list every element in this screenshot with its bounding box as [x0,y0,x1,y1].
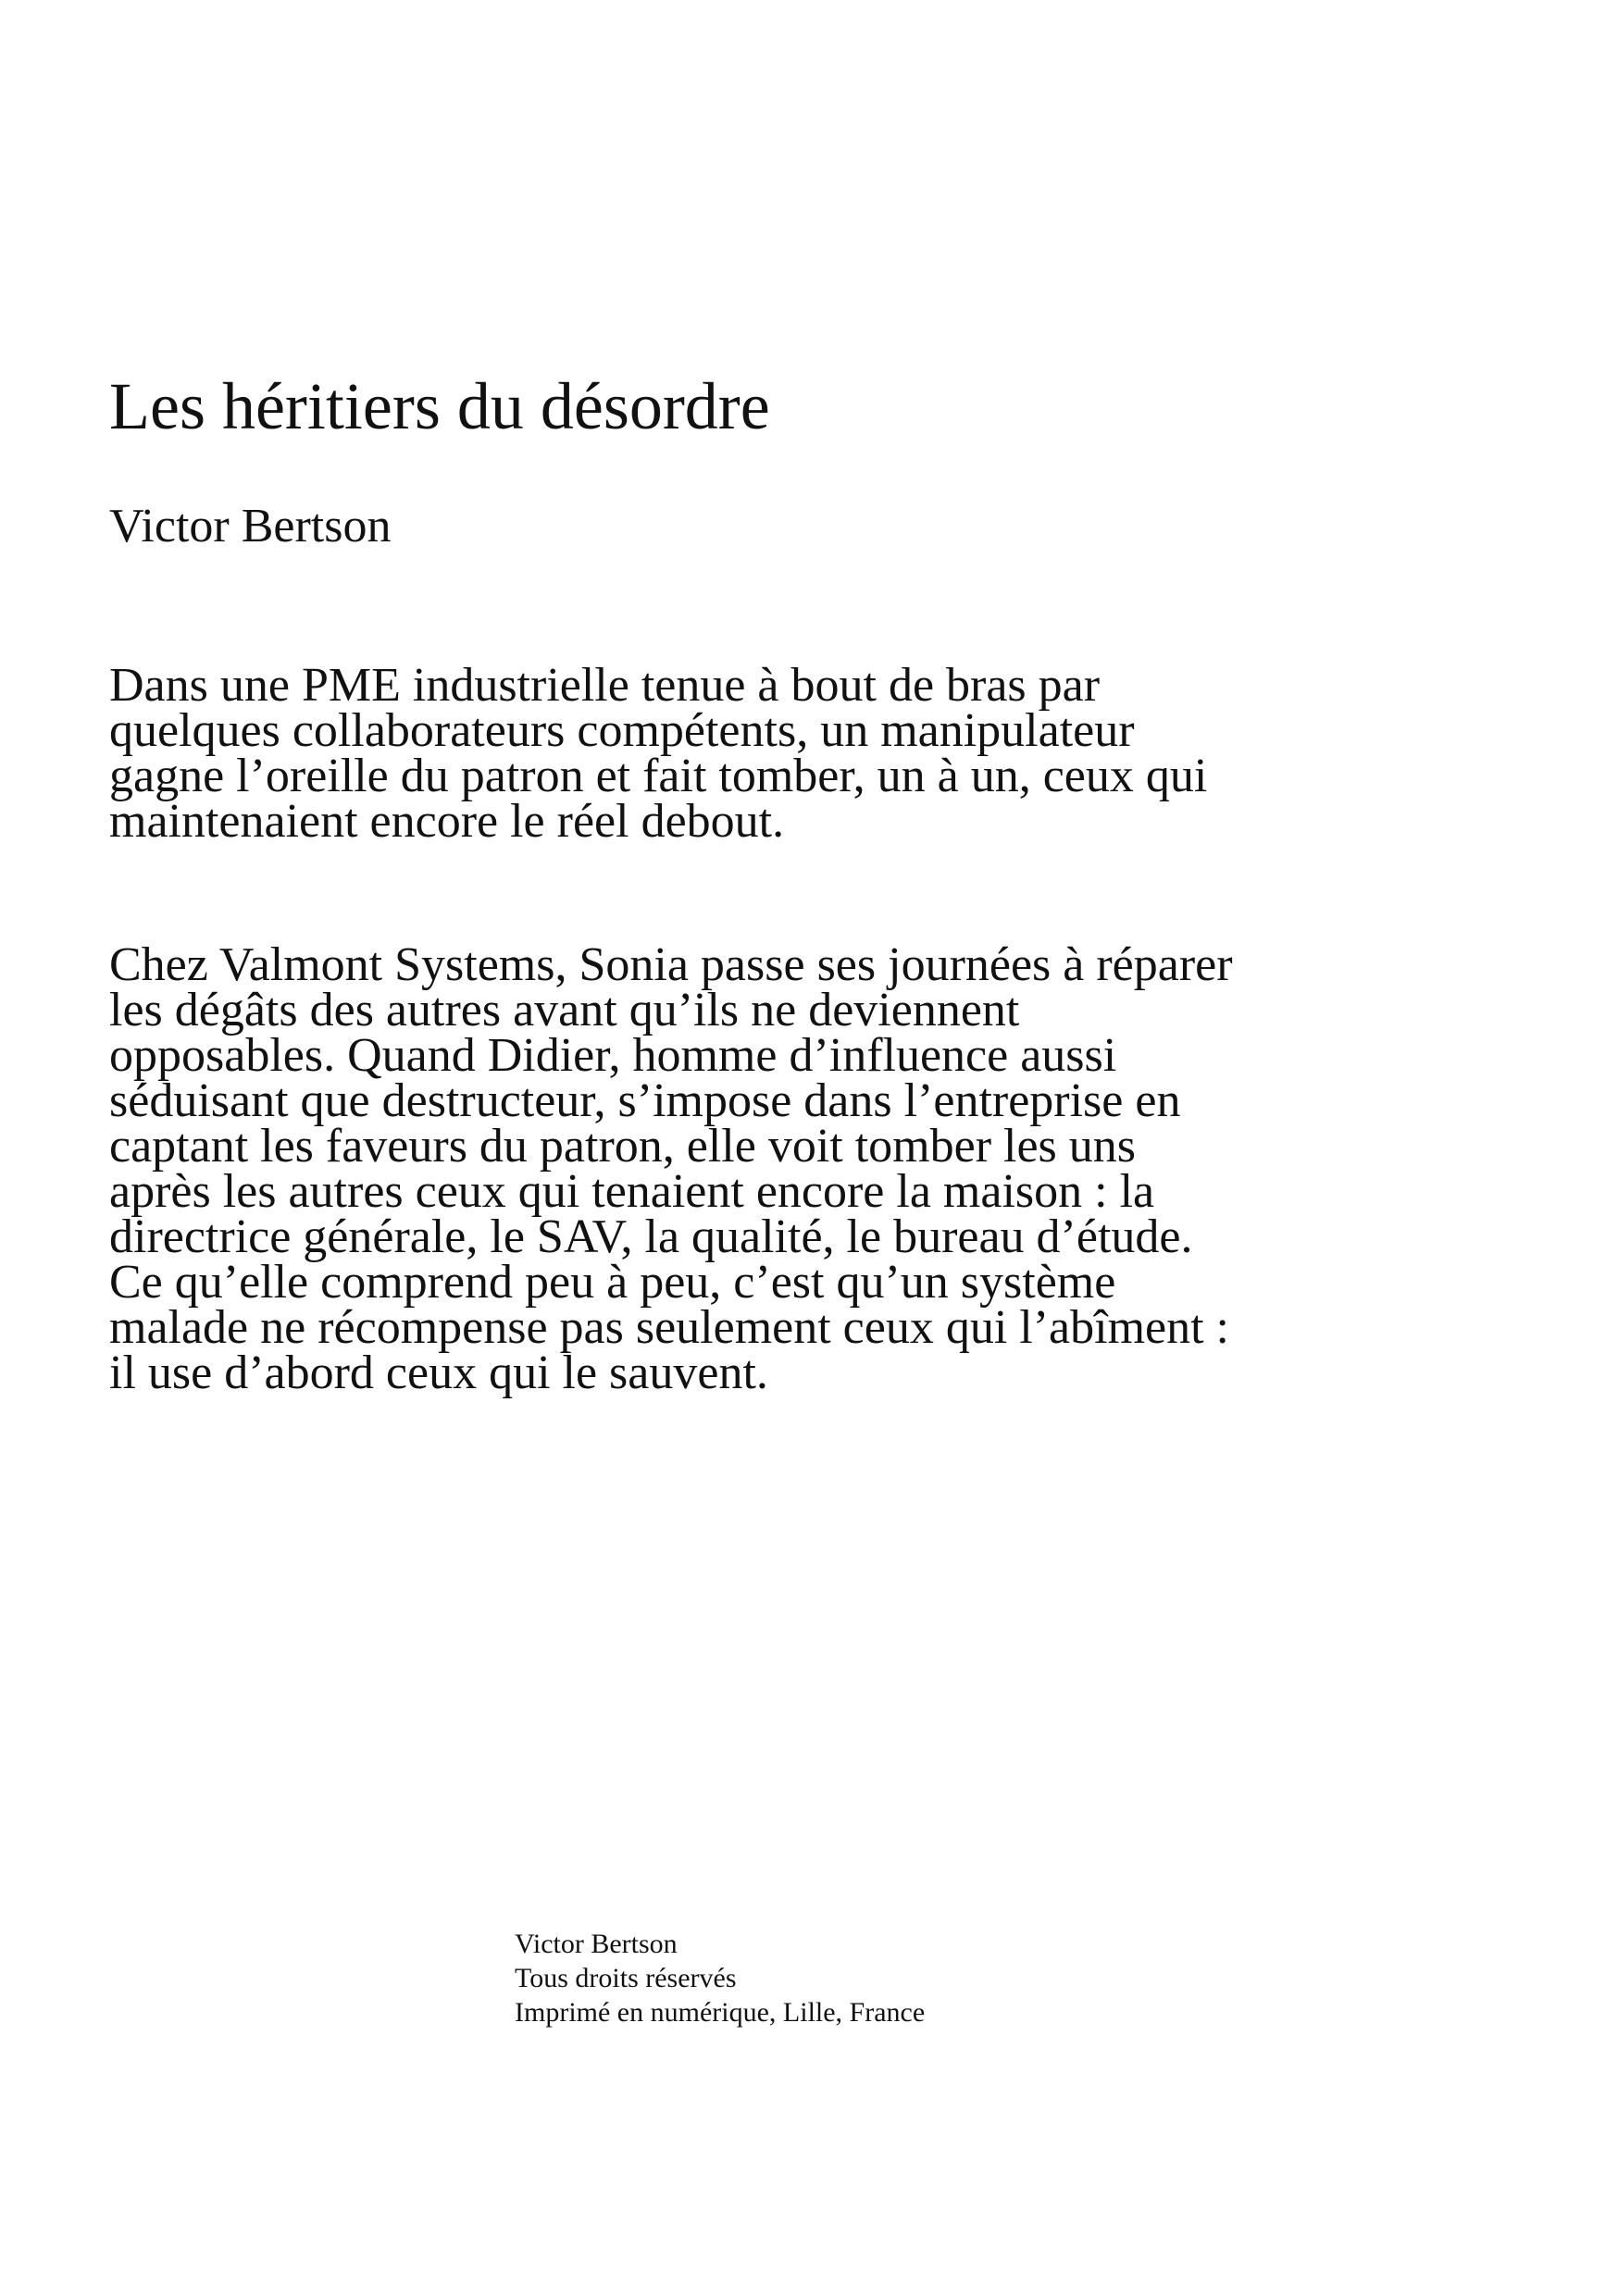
colophon-printing: Imprimé en numérique, Lille, France [515,1997,926,2028]
book-title: Les héritiers du désordre [109,369,770,443]
book-author: Victor Bertson [109,500,392,552]
blurb-paragraph: Dans une PME industrielle tenue à bout de bras par quelques collaborateurs compétents, un manipulateur gagne l’oreille du patron et fait tomber, un à un, ceux qui maintenaient encore le réel debout. [109,659,1208,848]
blurb-paragraph: Chez Valmont Systems, Sonia passe ses journées à réparer les dégâts des autres avant qu’ils ne deviennent opposables. Quand Didier, homme d’influence aussi séduisant que destructeur, s’impose dans l’entreprise en captant les faveurs du patron, elle voit tomber les uns après les autres ceux qui tenaient encore la maison : la directrice générale, le SAV, la qualité, le bureau d’étude. Ce qu’elle comprend peu à peu, c’est qu’un système malade ne récompense pas seulement ceux qui l’abîment : il use d’abord ceux qui le sauvent. [109,938,1233,1399]
colophon-rights: Tous droits réservés [515,1963,737,1993]
colophon-author: Victor Bertson [515,1929,678,1959]
colophon [515,1927,1163,2029]
